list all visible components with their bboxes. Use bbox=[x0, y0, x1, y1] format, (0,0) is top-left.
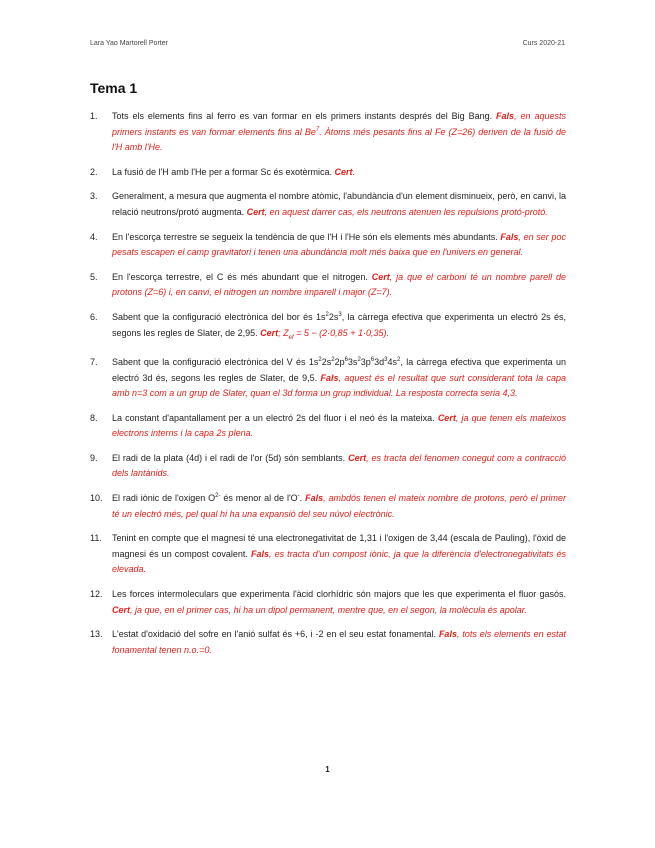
superscript: 2- bbox=[215, 493, 221, 500]
item-number: 2. bbox=[90, 166, 98, 177]
superscript: 7 bbox=[315, 126, 320, 133]
item-text bbox=[112, 451, 566, 482]
item-comment: = 5 − (2·0,85 + 1·0,35). bbox=[293, 327, 389, 338]
item-number: 8. bbox=[90, 412, 98, 423]
statement-part: . bbox=[299, 493, 303, 504]
statement-part: 3s bbox=[347, 356, 358, 367]
list-item bbox=[90, 165, 566, 181]
item-number: 11. bbox=[90, 533, 102, 544]
superscript: 2 bbox=[318, 356, 322, 363]
item-number: 6. bbox=[90, 311, 98, 322]
item-statement: El radi de la plata (4d) i el radi de l'or (5d) són semblants. bbox=[112, 452, 346, 463]
item-statement: Tots els elements fins al ferro es van formar en els primers instants després del Big Bang. bbox=[112, 111, 493, 121]
item-statement: En l'escorça terrestre se segueix la tendència de que l'H i l'He són els elements més abundants. bbox=[112, 231, 498, 242]
statement-part: El radi iònic de l'oxigen O bbox=[112, 493, 216, 504]
item-statement: Les forces intermoleculars que experimenta l'àcid clorhídric són majors que les que experimenta el fluor gasós. bbox=[112, 589, 566, 600]
list-item bbox=[90, 355, 566, 402]
item-number: 12. bbox=[90, 589, 103, 600]
item-comment: , en aquests primers instants es van formar elements fins al Be bbox=[112, 111, 566, 137]
header-author: Lara Yao Martorell Porter bbox=[90, 40, 168, 47]
statement-list bbox=[90, 109, 566, 667]
item-text bbox=[112, 109, 566, 156]
item-comment: , es tracta d'un compost iònic, ja que la diferència d'electronegativitats és elevada. bbox=[112, 548, 566, 575]
item-text bbox=[112, 310, 566, 346]
item-verdict: Fals bbox=[305, 493, 324, 504]
header-course: Curs 2020-21 bbox=[522, 40, 565, 47]
item-number: 4. bbox=[90, 231, 98, 242]
item-verdict: Cert bbox=[334, 166, 353, 177]
superscript: 2 bbox=[331, 356, 335, 363]
statement-part: 3d bbox=[374, 356, 385, 367]
item-text bbox=[112, 491, 566, 522]
statement-part: , la càrrega efectiva que experimenta un electró 2s és, segons les regles de Slater, de 2,95. bbox=[112, 311, 567, 338]
item-text bbox=[112, 531, 566, 578]
item-verdict: Cert bbox=[260, 327, 279, 338]
superscript: 3 bbox=[338, 311, 342, 318]
item-text bbox=[112, 411, 566, 442]
item-number: 13. bbox=[90, 629, 103, 640]
statement-part: 2s bbox=[328, 311, 339, 322]
item-verdict: Cert bbox=[437, 412, 456, 423]
item-verdict: Cert bbox=[112, 604, 131, 615]
superscript: 2 bbox=[357, 356, 361, 363]
item-comment: , tots els elements en estat fonamental tenen n.o.=0. bbox=[112, 629, 566, 655]
item-answer bbox=[247, 207, 548, 217]
item-statement: L'estat d'oxidació del sofre en l'anió sulfat és +6, i -2 en el seu estat fonamental. bbox=[112, 629, 437, 640]
item-verdict: Fals bbox=[251, 548, 270, 559]
superscript: 2 bbox=[397, 356, 401, 363]
item-comment: , en ser poc pesats escapen el camp gravitatori i tenen una abundància molt més baixa que en l'univers en general. bbox=[112, 231, 566, 258]
item-text bbox=[112, 270, 566, 301]
page-header bbox=[90, 40, 565, 47]
item-statement: Tenint en compte que el magnesi té una electronegativitat de 1,31 i l'oxigen de 3,44 (escala de Pauling), l'òxid de magnesi és un compost covalent. bbox=[112, 533, 566, 559]
statement-part: 3p bbox=[360, 356, 371, 367]
item-answer bbox=[335, 167, 356, 177]
item-comment: , ja que el carboni té un nombre parell de protons (Z=6) i, en canvi, el nitrogen un nombre imparell i major (Z=7). bbox=[112, 271, 566, 298]
list-item bbox=[90, 531, 566, 578]
list-item bbox=[90, 491, 566, 522]
item-number: 5. bbox=[90, 271, 98, 282]
item-statement: Generalment, a mesura que augmenta el nombre atòmic, l'abundància d'un element disminueix, però, en canvi, la relació neutrons/protó augmenta. bbox=[112, 191, 566, 217]
item-number: 1. bbox=[90, 111, 98, 121]
item-verdict: Fals bbox=[500, 231, 519, 242]
item-text bbox=[112, 189, 566, 220]
item-comment: , en aquest darrer cas, els neutrons atenuen les repulsions protó-protó. bbox=[264, 206, 548, 217]
item-answer bbox=[112, 605, 527, 615]
list-item bbox=[90, 587, 566, 618]
statement-part: , la càrrega efectiva que experimenta un electró 3d és, segons les regles de Slater, de 9,5. bbox=[112, 356, 566, 383]
item-statement: En l'escorça terrestre, el C és més abundant que el nitrogen. bbox=[112, 271, 368, 282]
list-item bbox=[90, 189, 566, 220]
superscript: - bbox=[297, 493, 300, 500]
list-item bbox=[90, 310, 566, 346]
item-comment: , es tracta del fenomen conegut com a contracció dels lantànids. bbox=[112, 452, 566, 479]
superscript: 3 bbox=[384, 356, 388, 363]
item-text bbox=[112, 230, 566, 261]
statement-part: 2p bbox=[334, 356, 345, 367]
list-item bbox=[90, 230, 566, 261]
item-comment: . bbox=[352, 166, 356, 177]
item-statement: La constant d'apantallament per a un electró 2s del fluor i el neó és la mateixa. bbox=[112, 412, 435, 423]
superscript: 6 bbox=[344, 356, 348, 363]
list-item bbox=[90, 627, 566, 658]
statement-part: 4s bbox=[387, 356, 398, 367]
page-number: 1 bbox=[325, 765, 330, 774]
item-comment: ; Z bbox=[278, 327, 289, 338]
item-number: 10. bbox=[90, 493, 103, 504]
item-verdict: Fals bbox=[320, 372, 339, 383]
item-text bbox=[112, 627, 566, 658]
list-item bbox=[90, 109, 566, 156]
item-verdict: Cert bbox=[348, 452, 367, 463]
subscript: ef bbox=[288, 334, 294, 341]
item-text bbox=[112, 587, 566, 618]
statement-part: Sabent que la configuració electrònica del V és 1s bbox=[112, 356, 319, 367]
item-verdict: Fals bbox=[496, 111, 515, 121]
statement-part: 2s bbox=[321, 356, 332, 367]
item-comment: , ja que tenen els mateixos electrons interns i la capa 2s plena. bbox=[112, 412, 566, 439]
item-statement: La fusió de l'H amb l'He per a formar Sc és exotèrmica. bbox=[112, 166, 333, 177]
superscript: 2 bbox=[325, 311, 329, 318]
item-comment: , ambdós tenen el mateix nombre de protons, però el primer té un electró més, pel qual hi ha una expansió del seu núvol electrònic. bbox=[112, 493, 566, 519]
item-comment: , ja que, en el primer cas, hi ha un dipol permanent, mentre que, en el segon, la molècula és apolar. bbox=[130, 604, 527, 615]
item-verdict: Fals bbox=[438, 629, 457, 640]
item-verdict: Cert bbox=[371, 271, 390, 282]
item-verdict: Cert bbox=[246, 206, 265, 217]
item-answer bbox=[260, 327, 389, 341]
item-text bbox=[112, 355, 566, 402]
item-statement bbox=[112, 493, 302, 503]
item-comment: . Àtoms més pesants fins al Fe (Z=26) deriven de la fusió de l'H amb l'He. bbox=[112, 126, 566, 153]
page-title: Tema 1 bbox=[90, 80, 138, 96]
statement-part: és menor al de l'O bbox=[220, 493, 298, 504]
list-item bbox=[90, 411, 566, 442]
list-item bbox=[90, 451, 566, 482]
item-number: 9. bbox=[90, 452, 98, 463]
item-number: 7. bbox=[90, 356, 98, 367]
statement-part: Sabent que la configuració electrònica del bor és 1s bbox=[112, 311, 326, 322]
item-comment: , aquest és el resultat que surt considerant tota la capa amb n=3 com a un grup de Slater, quan el 3d forma un grup individual. La resposta correcta seria 4,3. bbox=[112, 372, 566, 399]
item-text bbox=[112, 165, 566, 181]
list-item bbox=[90, 270, 566, 301]
item-number: 3. bbox=[90, 191, 98, 202]
superscript: 6 bbox=[370, 356, 375, 363]
